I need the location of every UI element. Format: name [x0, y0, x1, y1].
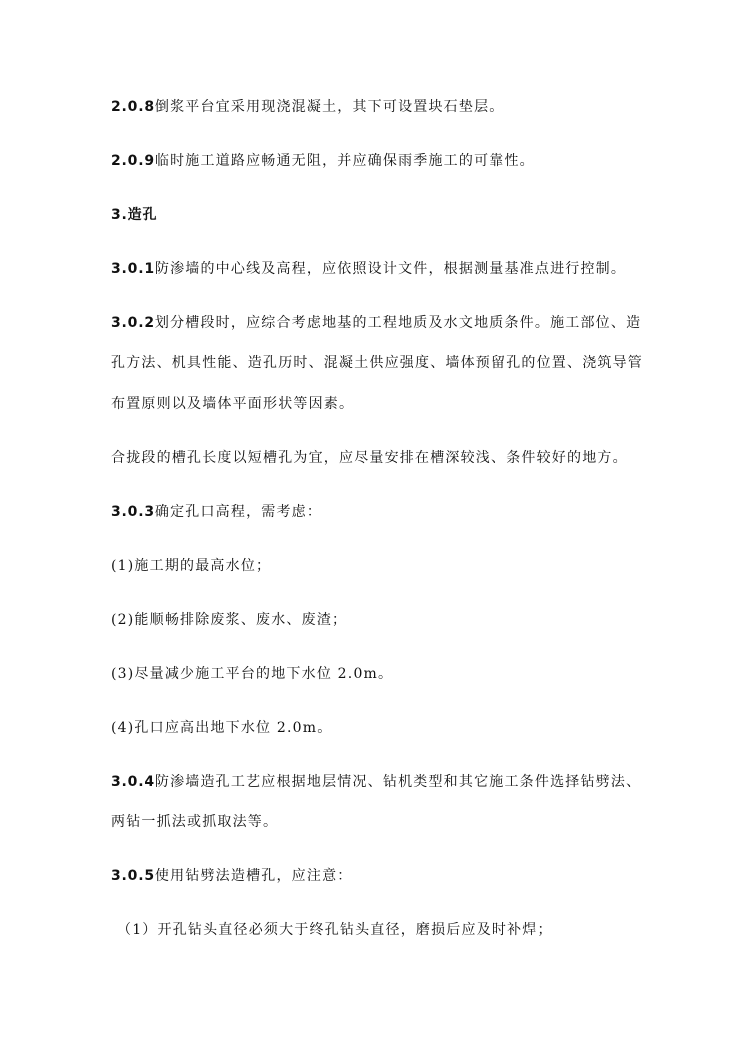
clause-text: 防渗墙造孔工艺应根据地层情况、钻机类型和其它施工条件选择钻劈法、 [154, 774, 642, 790]
clause-number: 3.0.5 [111, 868, 155, 884]
list-item: (4)孔口应高出地下水位 2.0m。 [111, 720, 333, 736]
paragraph-2-0-8 [111, 98, 504, 116]
paragraph-3-0-5 [111, 867, 352, 885]
clause-number: 2.0.8 [111, 99, 155, 115]
clause-number: 3.0.1 [111, 261, 155, 277]
paragraph-2-0-9 [111, 152, 535, 170]
clause-text: 使用钻劈法造槽孔，应注意： [154, 868, 353, 884]
paragraph-line: 布置原则以及墙体平面形状等因素。 [111, 396, 355, 412]
paragraph-3-0-1 [111, 260, 626, 278]
clause-number: 2.0.9 [111, 153, 155, 169]
paragraph-3-0-3 [111, 503, 322, 521]
clause-number: 3.0.2 [111, 315, 155, 331]
clause-number: 3.0.4 [111, 774, 155, 790]
list-item: (1)施工期的最高水位； [111, 558, 272, 574]
section-heading: 3.造孔 [111, 207, 158, 223]
clause-text: 防渗墙的中心线及高程，应依照设计文件，根据测量基准点进行控制。 [154, 261, 627, 277]
clause-number: 3.0.3 [111, 504, 155, 520]
clause-text: 划分槽段时，应综合考虑地基的工程地质及水文地质条件。施工部位、造 [154, 315, 642, 331]
clause-text: 倒浆平台宜采用现浇混凝土，其下可设置块石垫层。 [154, 99, 505, 115]
clause-text: 临时施工道路应畅通无阻，并应确保雨季施工的可靠性。 [154, 153, 535, 169]
clause-text: 确定孔口高程，需考虑： [154, 504, 323, 520]
list-item: (2)能顺畅排除废浆、废水、废渣； [111, 612, 348, 628]
paragraph-line: 两钻一抓法或抓取法等。 [111, 814, 279, 830]
list-item: （1）开孔钻头直径必须大于终孔钻头直径，磨损后应及时补焊； [117, 922, 553, 938]
paragraph-line: 合拢段的槽孔长度以短槽孔为宜，应尽量安排在槽深较浅、条件较好的地方。 [111, 450, 628, 466]
paragraph-line: 孔方法、机具性能、造孔历时、混凝土供应强度、墙体预留孔的位置、浇筑导管 [111, 355, 643, 371]
paragraph-3-0-2 [111, 314, 641, 332]
list-item: (3)尽量减少施工平台的地下水位 2.0m。 [111, 666, 394, 682]
paragraph-3-0-4 [111, 773, 641, 791]
